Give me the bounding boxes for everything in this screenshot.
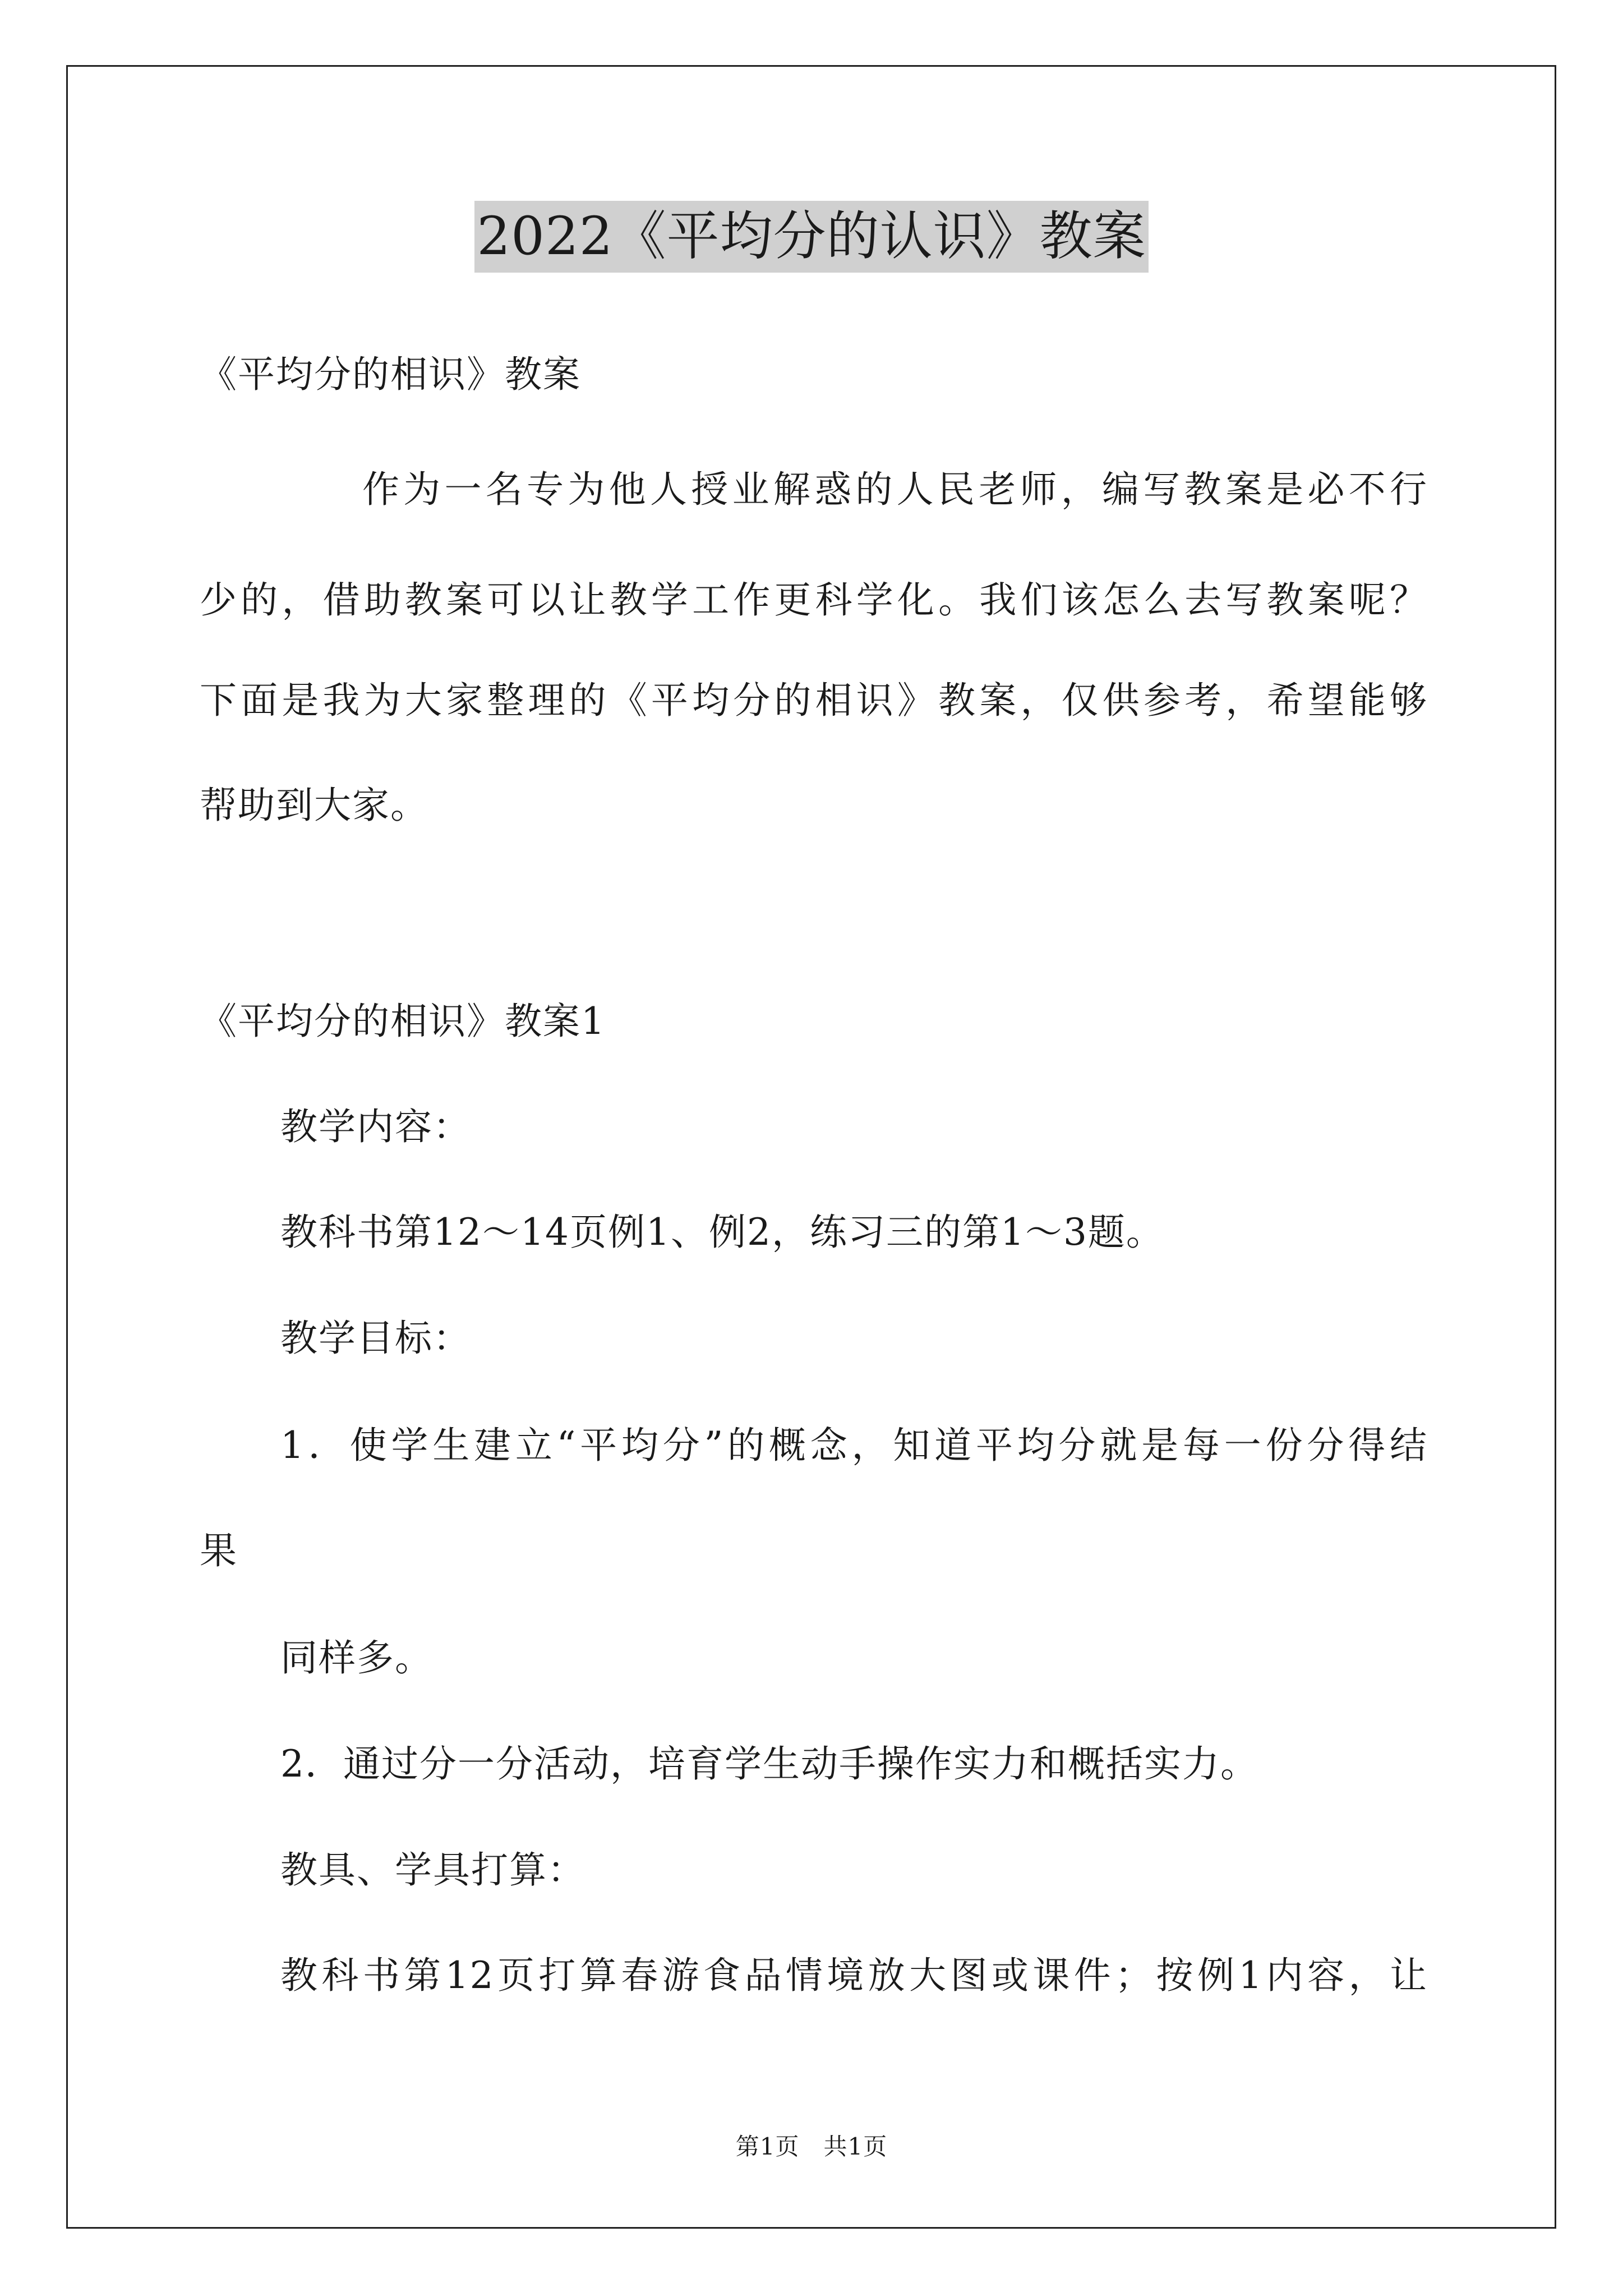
body-line-tools: 教具、学具打算： — [280, 1848, 585, 1892]
body-line-textbook-pages: 教科书第12～14页例1、例2，练习三的第1～3题。 — [280, 1211, 1164, 1254]
page-footer — [0, 2132, 1623, 2162]
body-line-goal-1-cont: 果 — [200, 1529, 238, 1572]
section-heading: 《平均分的相识》教案1 — [200, 1000, 606, 1043]
body-line-goal-2: 2．通过分一分活动，培育学生动手操作实力和概括实力。 — [280, 1742, 1258, 1786]
intro-line-3: 下面是我为大家整理的《平均分的相识》教案，仅供参考，希望能够 — [200, 679, 1428, 722]
body-line-teaching-content: 教学内容： — [280, 1105, 471, 1148]
body-line-teaching-goals: 教学目标： — [280, 1317, 471, 1360]
document-title — [0, 201, 1623, 273]
intro-line-2: 少的，借助教案可以让教学工作更科学化。我们该怎么去写教案呢？ — [200, 578, 1428, 622]
document-subtitle: 《平均分的相识》教案 — [200, 353, 581, 396]
body-line-tools-detail: 教科书第12页打算春游食品情境放大图或课件；按例1内容，让 — [280, 1954, 1428, 1997]
page-number: 第1页 共1页 — [735, 2133, 888, 2160]
intro-line-4: 帮助到大家。 — [200, 784, 428, 827]
intro-line-1: 作为一名专为他人授业解惑的人民老师，编写教案是必不行 — [362, 468, 1428, 511]
document-title-text: 2022《平均分的认识》教案 — [474, 201, 1148, 273]
body-line-goal-1-end: 同样多。 — [280, 1636, 433, 1680]
body-line-goal-1: 1．使学生建立“平均分”的概念，知道平均分就是每一份分得结 — [280, 1424, 1428, 1467]
